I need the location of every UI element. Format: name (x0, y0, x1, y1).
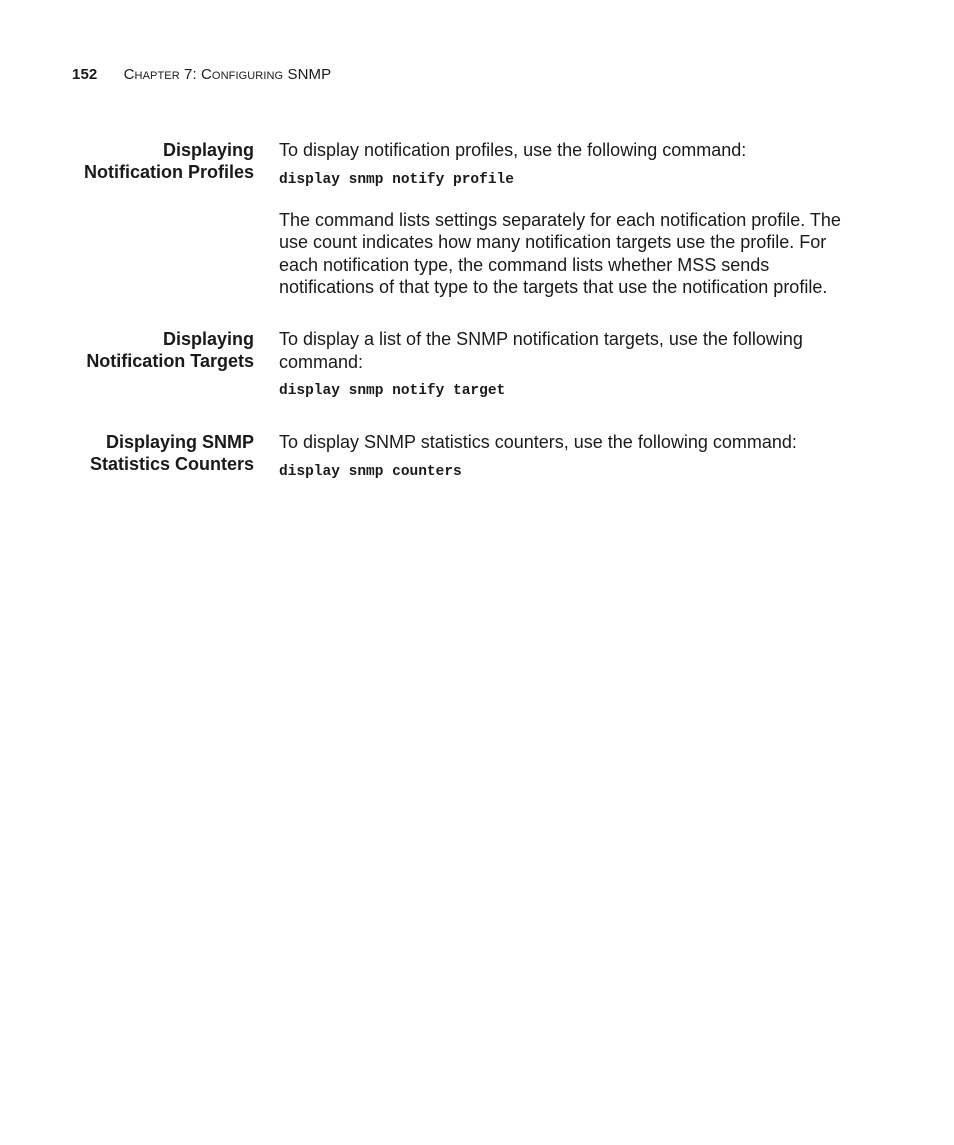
section-heading-line1: Displaying (162, 329, 254, 349)
description-text: The command lists settings separately for each notification profile. The use count indicates how many notification targets use the profile. For each notification type, the command lists whether MSS sends notifications of that type to the targets that use the notification profile. (279, 209, 841, 297)
command-text: display snmp notify profile (279, 171, 514, 188)
section-heading-line2: Notification Targets (86, 351, 254, 371)
section-heading-line2: Statistics Counters (89, 454, 254, 474)
section-heading-line1: Displaying (162, 140, 254, 160)
section-heading (34, 328, 254, 372)
intro-text: To display a list of the SNMP notification targets, use the following command: (279, 329, 803, 372)
page-number: 152 (72, 66, 98, 83)
section-heading (34, 139, 254, 183)
section-body (279, 431, 859, 481)
chapter-title: Chapter 7: Configuring SNMP (123, 66, 332, 83)
section-heading-line2: Notification Profiles (83, 162, 254, 182)
section-body (279, 328, 859, 400)
command-text: display snmp counters (279, 463, 462, 480)
intro-text: To display SNMP statistics counters, use the following command: (279, 432, 797, 452)
section-heading (34, 431, 254, 475)
command-text: display snmp notify target (279, 383, 506, 399)
running-header (72, 66, 331, 83)
intro-text: To display notification profiles, use the following command: (279, 140, 747, 160)
section-body (279, 139, 859, 299)
section-heading-line1: Displaying SNMP (105, 432, 254, 452)
